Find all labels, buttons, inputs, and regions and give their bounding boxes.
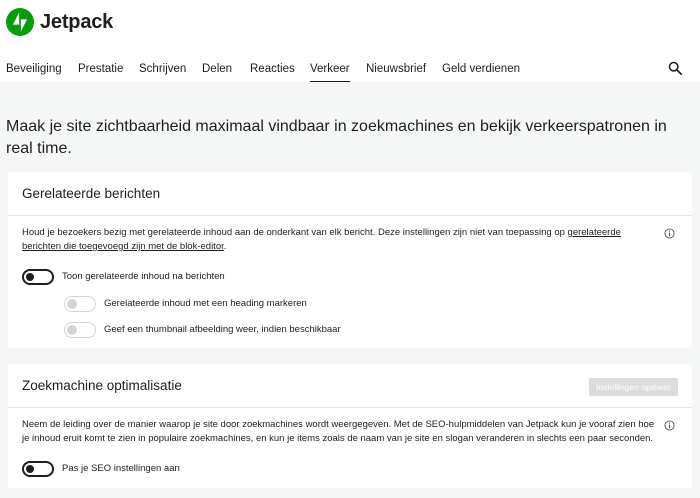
tab-geld-verdienen[interactable]: Geld verdienen bbox=[442, 63, 520, 75]
section-nav bbox=[0, 56, 700, 82]
related-posts-title: Gerelateerde berichten bbox=[22, 186, 161, 201]
show-thumbnail-label: Geef een thumbnail afbeelding weer, indien beschikbaar bbox=[104, 324, 341, 335]
related-posts-description-end: . bbox=[223, 241, 227, 252]
jetpack-logo-icon bbox=[6, 8, 34, 36]
seo-header bbox=[8, 364, 692, 408]
tab-verkeer[interactable]: Verkeer bbox=[310, 56, 350, 82]
tab-beveiliging[interactable]: Beveiliging bbox=[6, 63, 62, 75]
highlight-heading-toggle[interactable] bbox=[64, 296, 96, 312]
seo-title: Zoekmachine optimalisatie bbox=[22, 378, 182, 393]
jetpack-logo[interactable] bbox=[6, 8, 113, 36]
masthead bbox=[0, 0, 700, 82]
related-posts-description bbox=[22, 226, 662, 254]
tab-delen[interactable]: Delen bbox=[202, 63, 233, 75]
save-settings-button[interactable]: Instellingen opslaan bbox=[589, 378, 678, 396]
show-related-content-label: Toon gerelateerde inhoud na berichten bbox=[62, 271, 225, 282]
seo-description: Neem de leiding over de manier waarop je site door zoekmachines wordt weergegeven. Met de SEO-hulpmiddelen van Jetpack kun je vooraf zien hoe je inhoud eruit komt te zien in populaire zoekmachines, en kun je items zoals de naam van je site en slogan veranderen in slechts een paar seconden. bbox=[22, 419, 655, 444]
highlight-heading-label: Gerelateerde inhoud met een heading markeren bbox=[104, 298, 307, 309]
related-posts-card bbox=[8, 172, 692, 348]
show-related-content-toggle[interactable] bbox=[22, 269, 54, 285]
page-intro: Maak je site zichtbaarheid maximaal vindbaar in zoekmachines en bekijk verkeerspatronen in real time. bbox=[6, 118, 667, 157]
info-icon[interactable] bbox=[664, 228, 675, 239]
tab-nieuwsbrief[interactable]: Nieuwsbrief bbox=[366, 63, 427, 75]
tab-reacties[interactable]: Reacties bbox=[250, 63, 295, 75]
search-icon[interactable] bbox=[668, 61, 682, 75]
app-name: Jetpack bbox=[40, 10, 114, 33]
related-posts-description-text: Houd je bezoekers bezig met gerelateerde inhoud aan de onderkant van elk bericht. Deze instellingen zijn niet van toepassing op bbox=[22, 227, 568, 238]
related-posts-header bbox=[8, 172, 692, 216]
seo-settings-label: Pas je SEO instellingen aan bbox=[62, 463, 180, 474]
tab-schrijven[interactable]: Schrijven bbox=[139, 63, 187, 75]
seo-card bbox=[8, 364, 692, 488]
tab-prestatie[interactable]: Prestatie bbox=[78, 63, 124, 75]
info-icon[interactable] bbox=[664, 420, 675, 431]
show-thumbnail-toggle[interactable] bbox=[64, 322, 96, 338]
block-editor-related-posts-link[interactable]: gerelateerde berichten die toegevoegd zijn met de blok-editor bbox=[22, 227, 621, 252]
seo-settings-toggle[interactable] bbox=[22, 461, 54, 477]
